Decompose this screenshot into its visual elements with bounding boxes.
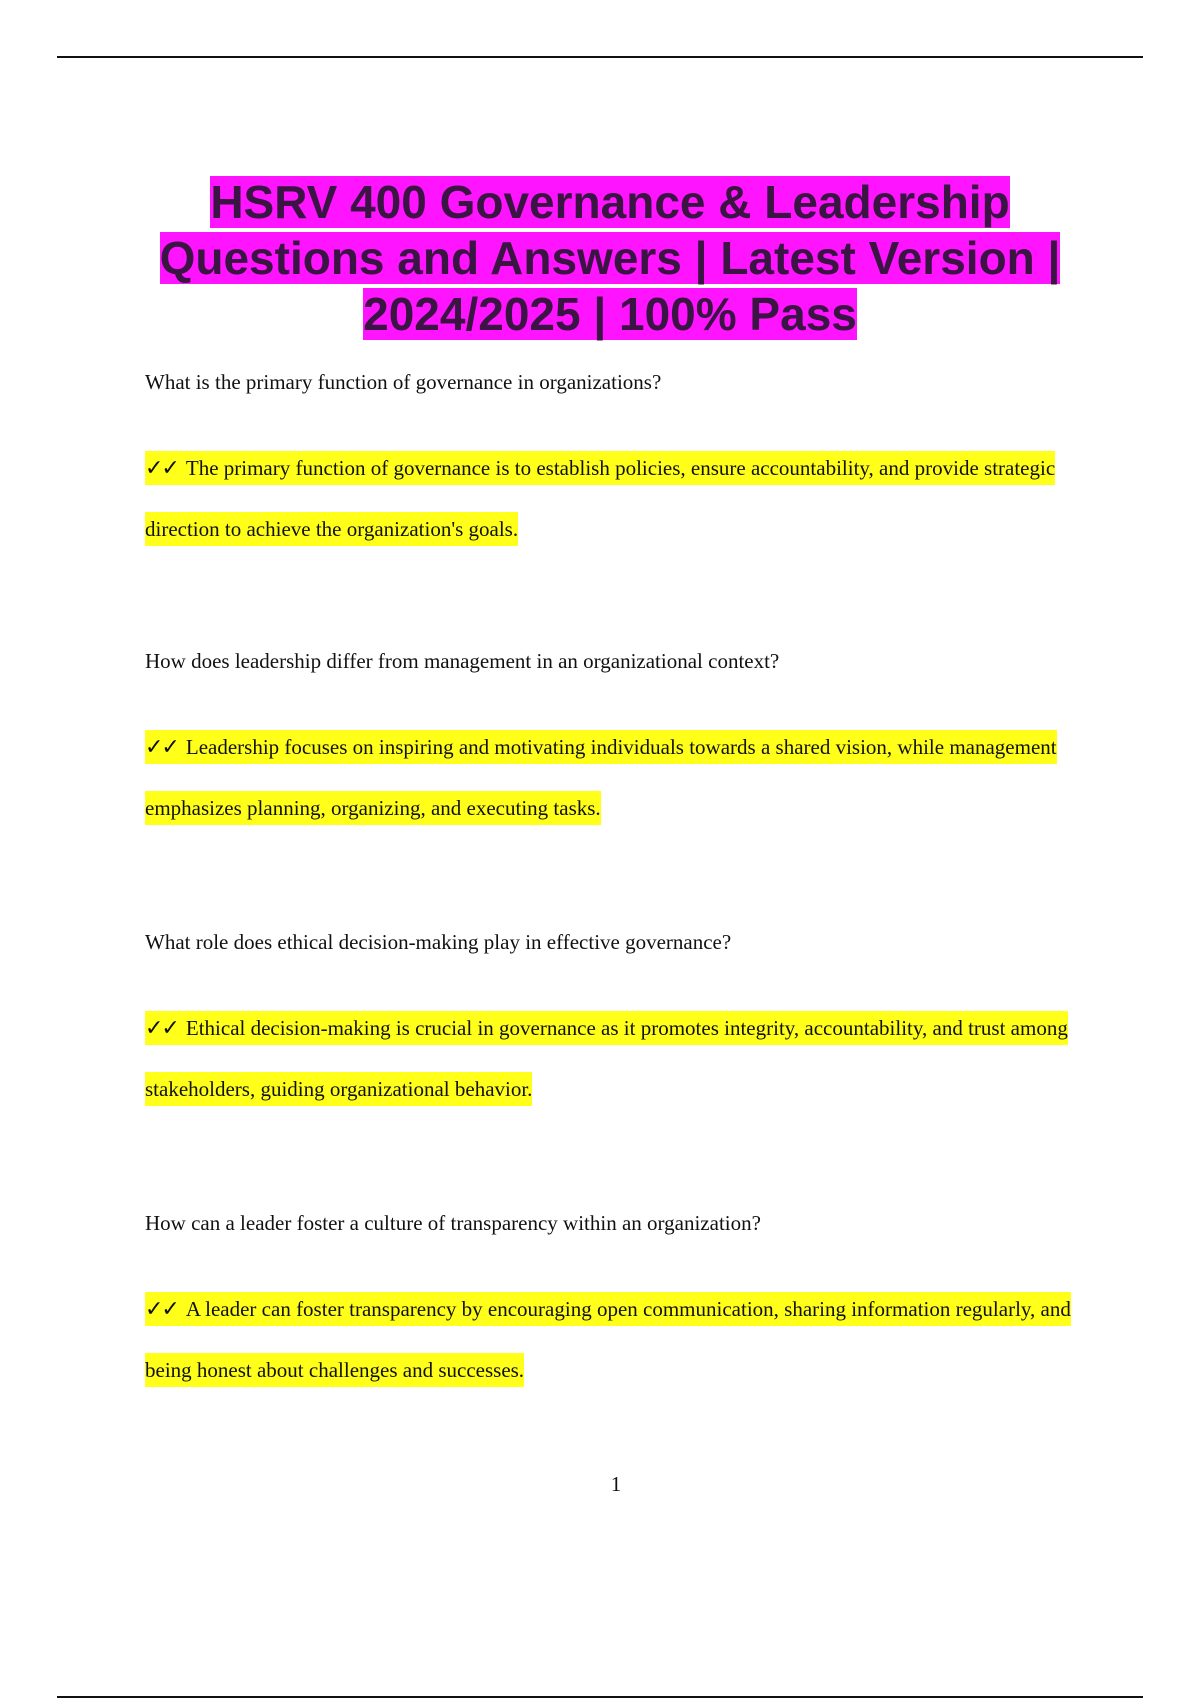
answer-body: Leadership focuses on inspiring and motivating individuals towards a shared vision, while management emphasizes planning, organizing, and executing tasks. <box>145 735 1057 820</box>
answer-text <box>145 1279 1095 1400</box>
question-text: How can a leader foster a culture of transparency within an organization? <box>145 1211 761 1235</box>
double-check-icon: ✓✓ <box>145 1297 178 1322</box>
double-check-icon: ✓✓ <box>145 1016 178 1041</box>
answer-text <box>145 998 1095 1119</box>
question-text: What is the primary function of governance in organizations? <box>145 370 662 394</box>
answer-text <box>145 717 1095 838</box>
title-highlight: HSRV 400 Governance & Leadership Questions and Answers | Latest Version | 2024/2025 | 100% Pass <box>159 175 1061 340</box>
question-text: What role does ethical decision-making play in effective governance? <box>145 930 732 954</box>
qa-item-4 <box>145 1209 1095 1400</box>
bottom-rule <box>57 1696 1143 1698</box>
answer-text <box>145 438 1095 559</box>
double-check-icon: ✓✓ <box>145 735 178 760</box>
qa-item-2 <box>145 647 1095 838</box>
answer-highlight <box>145 730 1057 825</box>
document-title <box>140 174 1080 342</box>
top-rule <box>57 56 1143 58</box>
answer-body: Ethical decision-making is crucial in governance as it promotes integrity, accountability, and trust among stakeholders, guiding organizational behavior. <box>145 1016 1068 1101</box>
double-check-icon: ✓✓ <box>145 456 178 481</box>
answer-highlight <box>145 1292 1071 1387</box>
qa-item-3 <box>145 928 1095 1119</box>
qa-item-1 <box>145 368 1095 559</box>
question-text: How does leadership differ from management in an organizational context? <box>145 649 780 673</box>
answer-body: A leader can foster transparency by encouraging open communication, sharing information regularly, and being honest about challenges and successes. <box>145 1297 1071 1382</box>
answer-highlight <box>145 451 1055 546</box>
answer-body: The primary function of governance is to establish policies, ensure accountability, and provide strategic direction to achieve the organization's goals. <box>145 456 1056 541</box>
answer-highlight <box>145 1011 1068 1106</box>
page-number: 1 <box>610 1472 622 1496</box>
